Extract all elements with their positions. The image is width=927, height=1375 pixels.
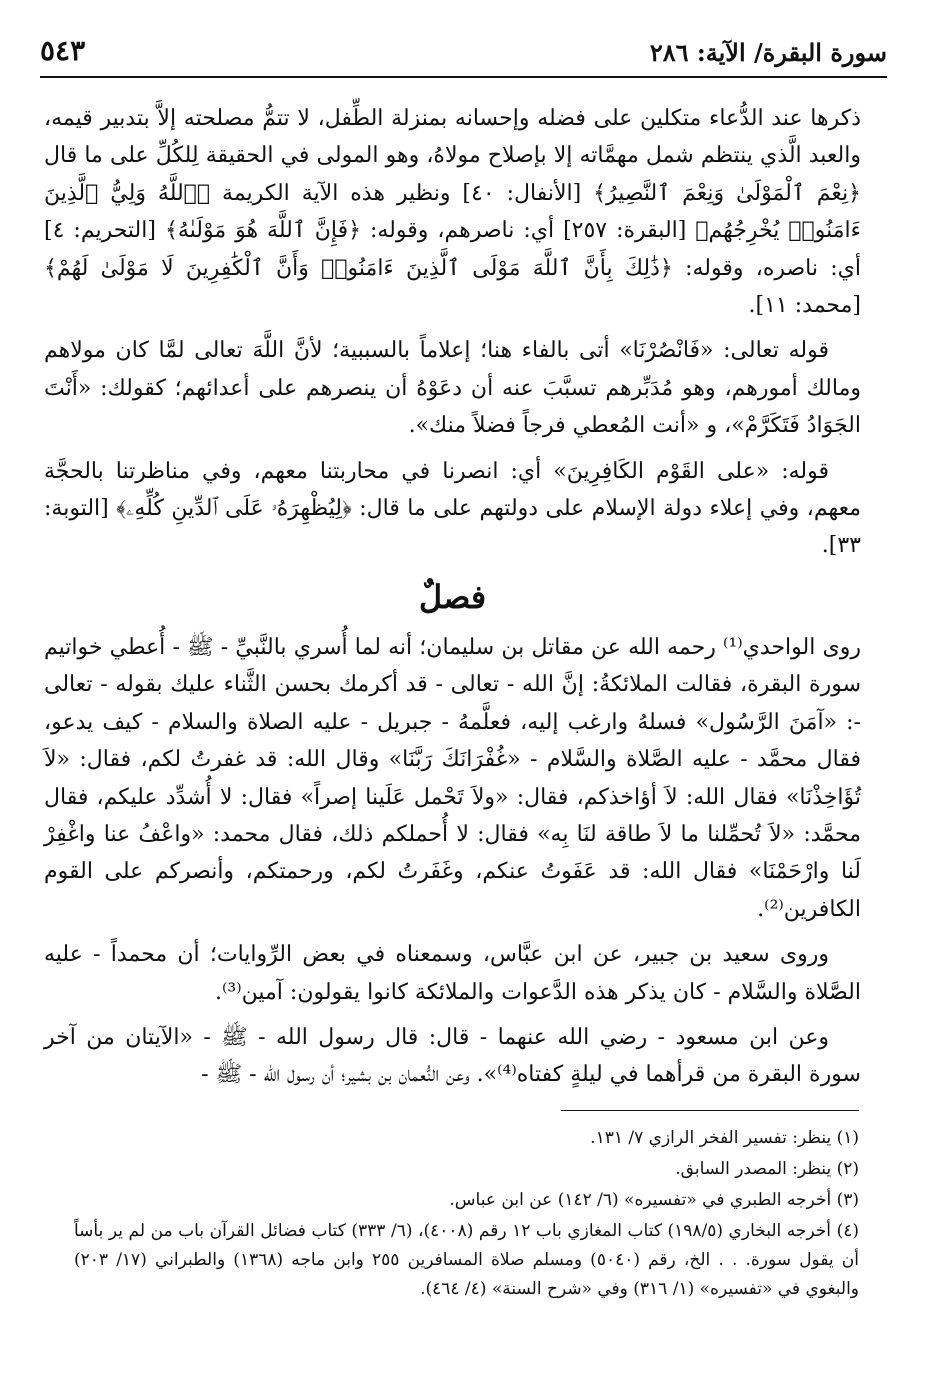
- page-header: [40, 30, 887, 78]
- section-paragraph-2: وروى سعيد بن جبير، عن ابن عبَّاس، وسمعناه في بعض الرِّوايات؛ أن محمداً - عليه الصَّلاة والسَّلام - كان يذكر هذه الدَّعوات والملائكة كانوا يقولون: آمين⁽³⁾.: [44, 942, 861, 1005]
- footnote-3: (٣) أخرجه الطبري في «تفسيره» (٦/ ١٤٢) عن ابن عباس.: [449, 1190, 859, 1210]
- section-paragraph-3: وعن ابن مسعود - رضي الله عنهما - قال: قال رسول الله - ﷺ - «الآيتان من آخر سورة البقرة من قرأهما في ليلةٍ كفتاه⁽⁴⁾». وعن النُّعمان بن بشير؛ أن رسول الله - ﷺ -: [44, 1024, 861, 1088]
- footnotes: [74, 1124, 859, 1306]
- paragraph-1: ذكرها عند الدُّعاء متكلين على فضله وإحسانه بمنزلة الطِّفل، لا تتمُّ مصلحته إلاَّ بتدبير قيمه، والعبد الَّذي ينتظم شمل مهمَّاته إلا بإصلاح مولاهُ، وهو المولى في الحقيقة لِلكُلِّ على ما قال ﴿نِعْمَ ٱلْمَوْلَىٰ وَنِعْمَ ٱلنَّصِيرُ﴾ [الأنفال: ٤٠] ونظير هذه الآية الكريمة ﴿ٱللَّهُ وَلِيُّ ٱلَّذِينَ ءَامَنُوا۟ يُخْرِجُهُم﴾ [البقرة: ٢٥٧] أي: ناصرهم، وقوله: ﴿فَإِنَّ ٱللَّهَ هُوَ مَوْلَىٰهُ﴾ [التحريم: ٤] أي: ناصره، وقوله: ﴿ذَٰلِكَ بِأَنَّ ٱللَّهَ مَوْلَى ٱلَّذِينَ ءَامَنُوا۟ وَأَنَّ ٱلْكَٰفِرِينَ لَا مَوْلَىٰ لَهُمْ﴾ [محمد: ١١].: [44, 106, 862, 319]
- footnote-4: (٤) أخرجه البخاري (١٩٨/٥) كتاب المغازي باب ١٢ رقم (٤٠٠٨)، (٦/ ٣٣٣) كتاب فضائل القرآن باب من لم ير بأساً أن يقول سورة. . . الخ، رقم (٥٠٤٠) ومسلم صلاة المسافرين ٢٥٥ وابن ماجه (١٣٦٨) والطبراني (١٧/ ٢٠٣) والبغوي في «تفسيره» (١/ ٣١٦) وفي «شرح السنة» (٤/ ٤٦٤).: [74, 1221, 860, 1299]
- footnote-separator: [561, 1110, 859, 1111]
- running-header-title: سورة البقرة/ الآية: ٢٨٦: [649, 38, 887, 67]
- page-number: ٥٤٣: [40, 34, 86, 67]
- footnote-2: (٢) ينظر: المصدر السابق.: [675, 1159, 859, 1179]
- footnote-1: (١) ينظر: تفسير الفخر الرازي ٧/ ١٣١.: [590, 1128, 859, 1148]
- header-rule: [40, 76, 887, 78]
- paragraph-2: قوله تعالى: «فَانْصُرْنَا» أتى بالفاء هنا؛ إعلاماً بالسببية؛ لأنَّ اللَّهَ تعالى لمَّا كان مولاهم ومالك أمورهم، وهو مُدَبِّرهم تسبَّبَ عنه أن دعَوْهُ أن ينصرهم على أعدائهم؛ كقولك: «أَنْتَ الجَوَادُ فَتَكَرَّمْ»، و «أنت المُعطي فرجاً فضلاً منك».: [44, 338, 862, 439]
- section-paragraph-1: روى الواحدي⁽¹⁾ رحمه الله عن مقاتل بن سليمان؛ أنه لما أُسري بالنَّبيِّ - ﷺ - أُعطي خواتيم سورة البقرة، فقالت الملائكةُ: إنَّ الله - تعالى - قد أكرمك بحسن الثَّناء عليك بقوله - تعالى -: «آمَنَ الرَّسُول» فسلهُ وارغب إليه، فعلَّمهُ - جبريل - عليه الصلاة والسلام - كيف يدعو، فقال محمَّد - عليه الصَّلاة والسَّلام - «غُفْرَانَكَ رَبَّنَا» وقال الله: قد غفرتُ لكم، فقال: «لاَ تُؤَاخِذْنَا» فقال الله: لاَ أؤاخذكم، فقال: «ولاَ تَحْمل عَلَينا إصراً» فقال: لا أُشدِّد عليكم، فقال محمَّد: «لاَ تُحمِّلنا ما لاَ طاقة لنَا بِه» فقال: لا أُحملكم ذلك، فقال محمد: «واعْفُ عنا واغْفِرْ لَنا وارْحَمْنَا» فقال الله: قد عَفَوتُ عنكم، وغَفَرتُ لكم، ورحمتكم، وأنصركم على القوم الكافرين⁽²⁾.: [44, 634, 861, 922]
- section-heading: فصلٌ: [418, 577, 487, 616]
- paragraph-3: قوله: «على القَوْم الكَافِرِينَ» أي: انصرنا في محاربتنا معهم، وفي مناظرتنا بالحجَّة معهم، وفي إعلاء دولة الإسلام على دولتهم على ما قال: ﴿لِيُظْهِرَهُۥ عَلَى ٱلدِّينِ كُلِّهِۦ﴾ [التوبة: ٣٣].: [44, 458, 861, 559]
- main-text: [44, 100, 861, 1102]
